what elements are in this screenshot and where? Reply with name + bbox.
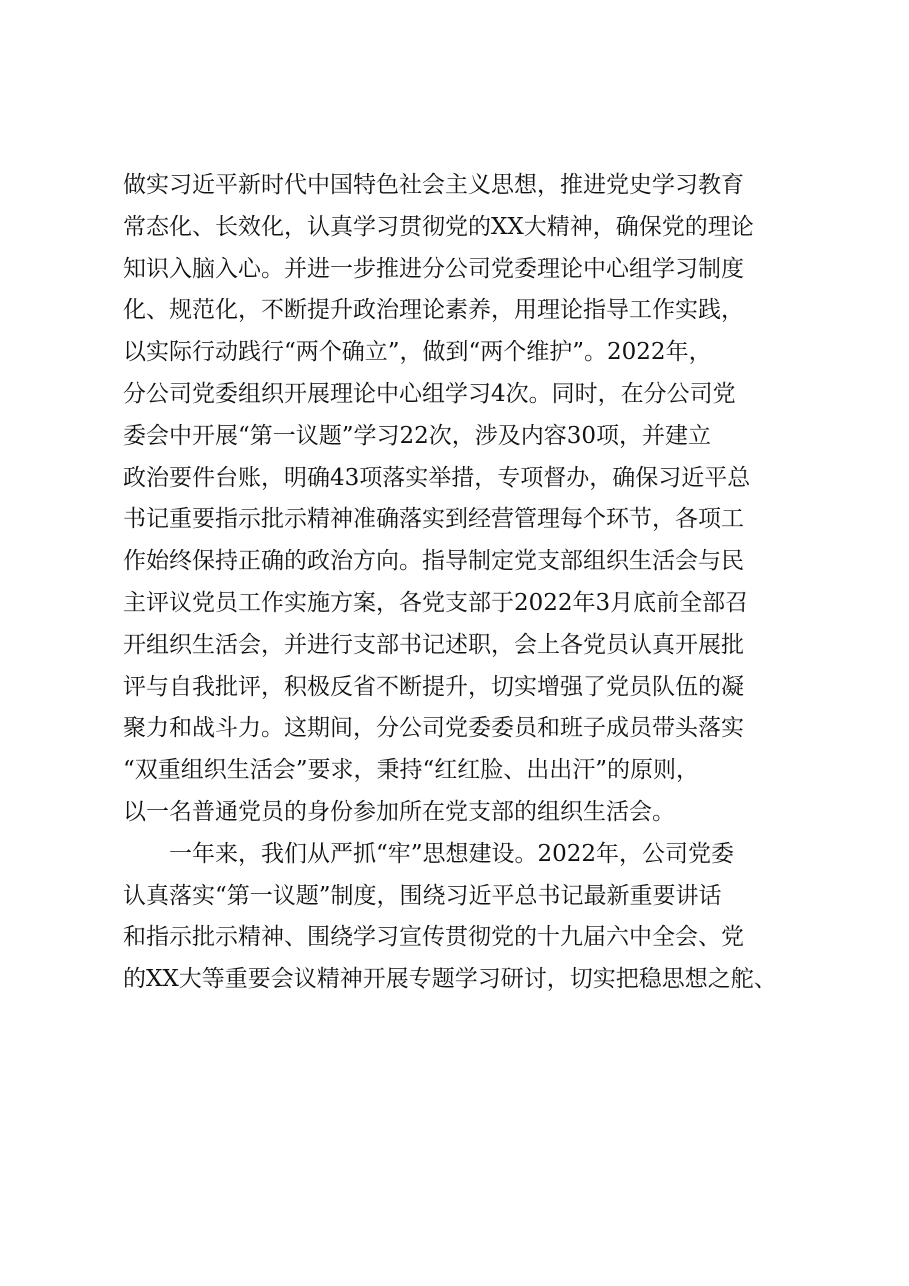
text-line: 开组织生活会，并进行支部书记述职，会上各党员认真开展批	[123, 631, 744, 658]
text-line: 以一名普通党员的身份参加所在党支部的组织生活会。	[123, 798, 675, 825]
text-line: 做实习近平新时代中国特色社会主义思想，推进党史学习教育	[123, 172, 744, 198]
body-text	[123, 165, 823, 1001]
text-line: 评与自我批评，积极反省不断提升，切实增强了党员队伍的凝	[123, 673, 744, 700]
text-line: 的XX大等重要会议精神开展专题学习研讨，切实把稳思想之舵、	[123, 966, 777, 993]
text-line: 以实际行动践行“两个确立”，做到“两个维护”。2022年，	[123, 339, 712, 366]
text-line: 委会中开展“第一议题”学习22次，涉及内容30项，并建立	[123, 422, 712, 449]
text-line: 知识入脑入心。并进一步推进分公司党委理论中心组学习制度	[123, 255, 744, 282]
text-line: 政治要件台账，明确43项落实举措，专项督办，确保习近平总	[123, 464, 751, 491]
text-line: 书记重要指示批示精神准确落实到经营管理每个环节，各项工	[123, 506, 744, 533]
paragraph-start-line: 一年来，我们从严抓“牢”思想建设。2022年，公司党委	[169, 840, 735, 867]
text-line: 常态化、长效化，认真学习贯彻党的XX大精神，确保党的理论	[123, 213, 754, 240]
text-line: 主评议党员工作实施方案，各党支部于2022年3月底前全部召	[123, 589, 749, 616]
text-line: 聚力和战斗力。这期间，分公司党委委员和班子成员带头落实	[123, 715, 744, 742]
text-line: 认真落实“第一议题”制度，围绕习近平总书记最新重要讲话	[123, 882, 722, 909]
text-line: “双重组织生活会”要求，秉持“红红脸、出出汗”的原则，	[123, 757, 700, 784]
text-line: 分公司党委组织开展理论中心组学习4次。同时，在分公司党	[123, 380, 736, 407]
text-line: 和指示批示精神、围绕学习宣传贯彻党的十九届六中全会、党	[123, 924, 744, 951]
text-line: 作始终保持正确的政治方向。指导制定党支部组织生活会与民	[123, 548, 744, 575]
text-line: 化、规范化，不断提升政治理论素养，用理论指导工作实践，	[123, 297, 744, 324]
